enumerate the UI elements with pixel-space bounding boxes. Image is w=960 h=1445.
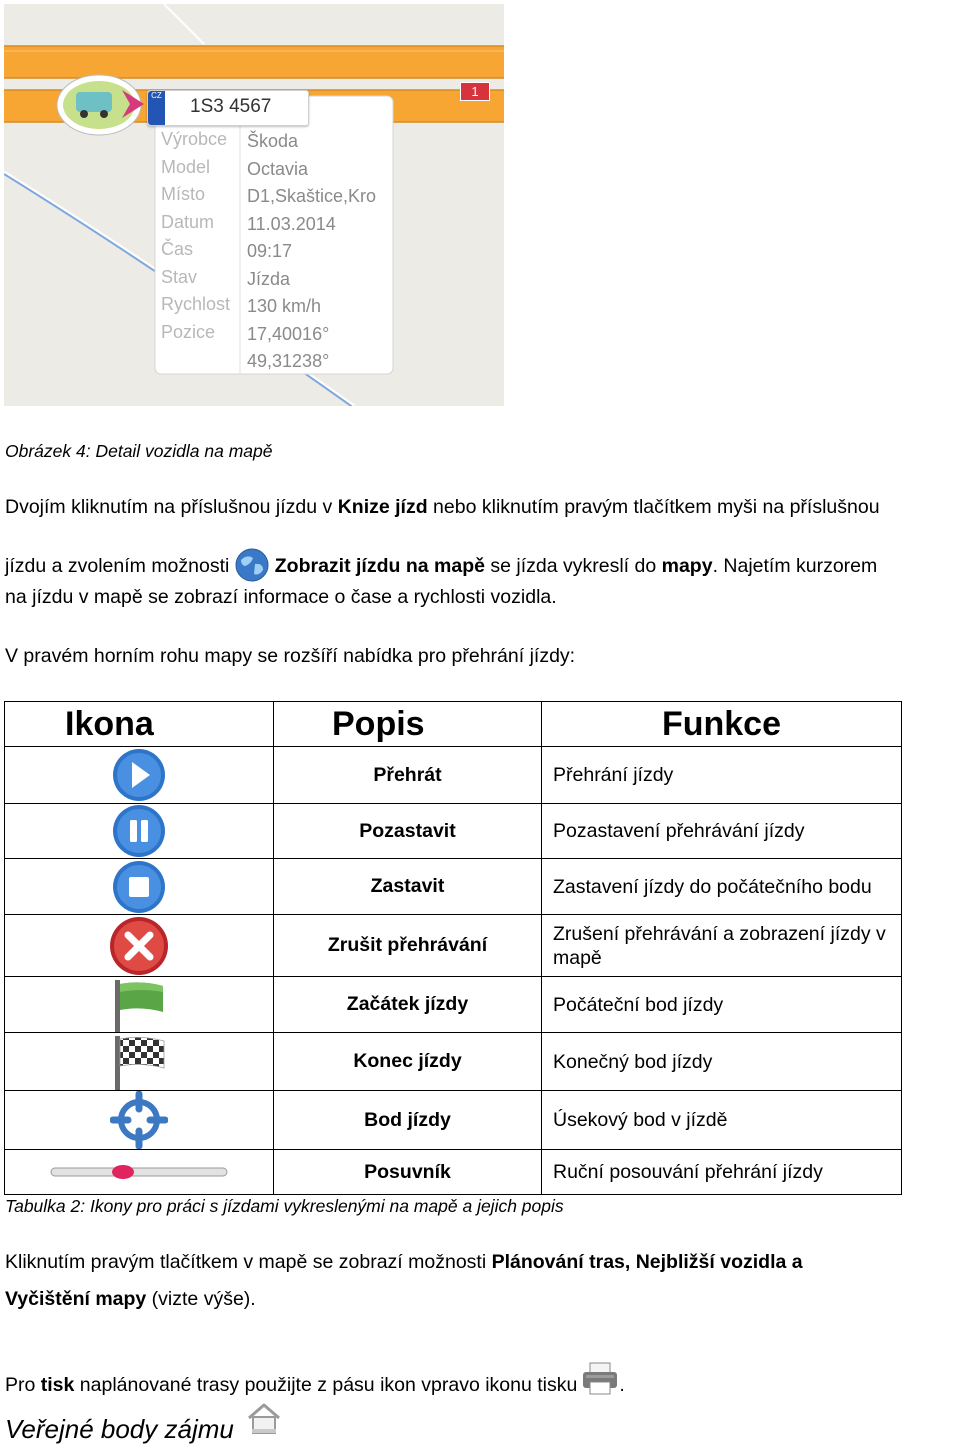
table-header-row: [5, 702, 902, 747]
row-funkce: Ruční posouvání přehrání jízdy: [542, 1150, 902, 1195]
tooltip-value: Jízda: [247, 268, 291, 289]
table-row: [5, 859, 902, 915]
tooltip-label: Čas: [161, 239, 194, 259]
row-funkce: Zastavení jízdy do počátečního bodu: [542, 859, 902, 915]
license-plate: [147, 90, 309, 126]
stop-icon: [5, 859, 274, 915]
tooltip-label: Místo: [161, 184, 206, 204]
table-row: [5, 804, 902, 859]
row-popis: Pozastavit: [274, 804, 542, 859]
checkered-flag-icon: [5, 1033, 274, 1091]
house-icon: [246, 1402, 282, 1436]
printer-icon: [581, 1361, 619, 1397]
row-popis: Posuvník: [274, 1150, 542, 1195]
paragraph-1-line-2: jízdu a zvolením možnosti Zobrazit jízdu na mapě se jízda vykreslí do mapy. Najetím kurzorem: [5, 548, 877, 582]
paragraph-3-line-1: Kliknutím pravým tlačítkem v mapě se zobrazí možnosti Plánování tras, Nejbližší vozidla a: [5, 1251, 803, 1273]
tooltip-value: 130 km/h: [247, 296, 322, 316]
tooltip-value: Octavia: [247, 158, 309, 179]
tooltip-value: 11.03.2014: [247, 213, 336, 234]
crosshair-icon: [5, 1091, 274, 1150]
header-popis: Popis: [274, 702, 542, 747]
tooltip-value: Škoda: [247, 131, 299, 151]
paragraph-3-line-2: Vyčištění mapy (vizte výše).: [5, 1288, 256, 1310]
header-ikona: Ikona: [5, 702, 274, 747]
tooltip-label: Stav: [161, 266, 198, 287]
tooltip-label: Výrobce: [161, 129, 228, 149]
tooltip-value: 17,40016°: [247, 323, 330, 344]
pause-icon: [5, 804, 274, 859]
row-popis: Zastavit: [274, 859, 542, 915]
plate-country-badge: CZ: [148, 91, 165, 125]
green-flag-icon: [5, 977, 274, 1033]
table-row: [5, 747, 902, 804]
tooltip-label: Pozice: [161, 321, 216, 342]
row-funkce: Konečný bod jízdy: [542, 1033, 902, 1091]
plate-number: 1S3 4567: [190, 96, 272, 117]
cancel-icon: [5, 915, 274, 977]
row-funkce: Úsekový bod v jízdě: [542, 1091, 902, 1150]
map-screenshot: [4, 4, 504, 406]
paragraph-2: V pravém horním rohu mapy se rozšíří nabídka pro přehrání jízdy:: [5, 645, 576, 667]
table-row: [5, 1150, 902, 1195]
header-funkce: Funkce: [542, 702, 902, 747]
section-heading: Veřejné body zájmu: [5, 1402, 282, 1445]
table-row: [5, 977, 902, 1033]
slider-icon: [5, 1150, 274, 1195]
tooltip-label: Datum: [161, 211, 215, 232]
road-number-badge: 1: [460, 82, 490, 101]
row-funkce: Počáteční bod jízdy: [542, 977, 902, 1033]
globe-icon: [235, 548, 269, 582]
row-funkce: Zrušení přehrávání a zobrazení jízdy v mapě: [542, 915, 902, 977]
play-icon: [5, 747, 274, 804]
row-popis: Začátek jízdy: [274, 977, 542, 1033]
row-popis: Bod jízdy: [274, 1091, 542, 1150]
row-funkce: Přehrání jízdy: [542, 747, 902, 804]
tooltip-value: 49,31238°: [247, 351, 330, 371]
tooltip-label: Model: [161, 156, 211, 177]
table-row: [5, 1033, 902, 1091]
paragraph-1-line-1: Dvojím kliknutím na příslušnou jízdu v Knize jízd nebo kliknutím pravým tlačítkem myši na příslušnou: [5, 496, 880, 518]
tooltip-labels: [161, 126, 230, 346]
tooltip-values: [247, 128, 376, 376]
paragraph-1-line-3: na jízdu v mapě se zobrazí informace o čase a rychlosti vozidla.: [5, 586, 557, 608]
row-popis: Konec jízdy: [274, 1033, 542, 1091]
icons-table: [4, 701, 902, 1195]
row-funkce: Pozastavení přehrávání jízdy: [542, 804, 902, 859]
table-row: [5, 1091, 902, 1150]
table-caption: Tabulka 2: Ikony pro práci s jízdami vykreslenými na mapě a jejich popis: [5, 1196, 564, 1216]
paragraph-4: Pro tisk naplánované trasy použijte z pásu ikon vpravo ikonu tisku .: [5, 1361, 625, 1397]
tooltip-value: 09:17: [247, 241, 293, 261]
tooltip-value: D1,Skaštice,Kro: [247, 186, 377, 206]
tooltip-label: Rychlost: [161, 294, 231, 314]
table-row: [5, 915, 902, 977]
row-popis: Přehrát: [274, 747, 542, 804]
row-popis: Zrušit přehrávání: [274, 915, 542, 977]
figure-caption: Obrázek 4: Detail vozidla na mapě: [5, 441, 273, 461]
